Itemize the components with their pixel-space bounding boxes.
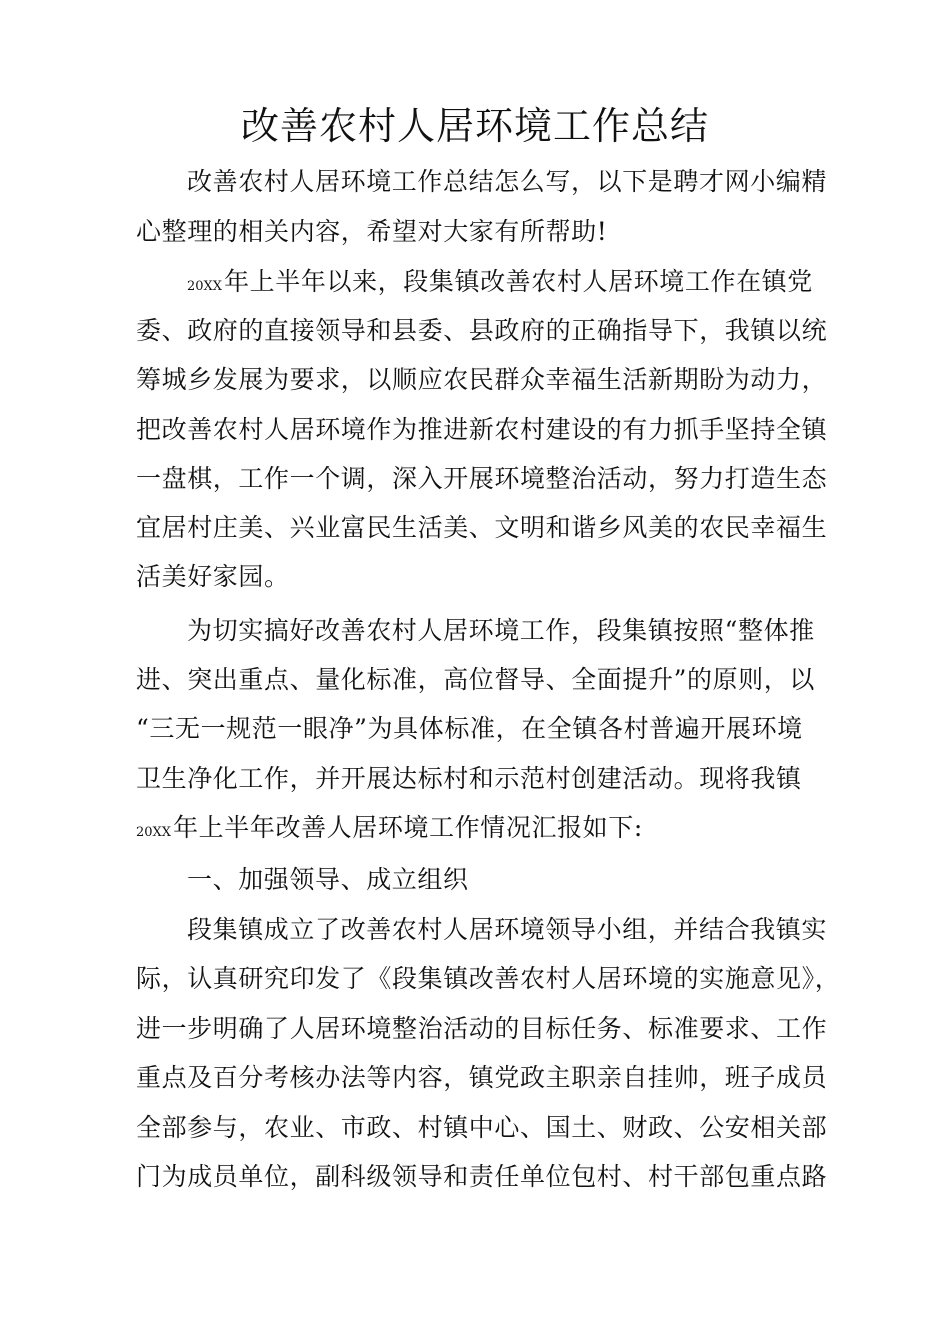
paragraph-3-line-5-text: 年上半年改善人居环境工作情况汇报如下: [173, 813, 643, 842]
paragraph-2-line-5: 一盘棋，工作一个调，深入开展环境整治活动，努力打造生态 [136, 464, 828, 493]
paragraph-3-line-3: “三无一规范一眼净”为具体标准，在全镇各村普遍开展环境 [136, 714, 803, 743]
paragraph-4-line-1: 段集镇成立了改善农村人居环境领导小组，并结合我镇实 [187, 915, 828, 944]
paragraph-4-line-2: 际，认真研究印发了《段集镇改善农村人居环境的实施意见》， [136, 964, 841, 993]
paragraph-2-line-1-text: 年上半年以来，段集镇改善农村人居环境工作在镇党 [224, 267, 813, 296]
paragraph-4-line-4: 重点及百分考核办法等内容，镇党政主职亲自挂帅，班子成员 [136, 1063, 828, 1092]
paragraph-2-line-3: 筹城乡发展为要求，以顺应农民群众幸福生活新期盼为动力， [136, 365, 828, 394]
paragraph-1-line-2: 心整理的相关内容，希望对大家有所帮助! [136, 217, 608, 246]
paragraph-3-line-1: 为切实搞好改善农村人居环境工作，段集镇按照“整体推 [187, 616, 815, 645]
paragraph-4-line-3: 进一步明确了人居环境整治活动的目标任务、标准要求、工作 [136, 1014, 828, 1043]
year-token: 20XX [187, 279, 223, 294]
year-token: 20XX [136, 825, 172, 840]
paragraph-4-line-5: 全部参与，农业、市政、村镇中心、国土、财政、公安相关部 [136, 1113, 828, 1142]
paragraph-4-line-6: 门为成员单位，副科级领导和责任单位包村、村干部包重点路 [136, 1162, 828, 1191]
paragraph-1-line-1: 改善农村人居环境工作总结怎么写，以下是聘才网小编精 [187, 167, 828, 196]
paragraph-2-line-7: 活美好家园。 [136, 562, 290, 591]
paragraph-3-line-2: 进、突出重点、量化标准，高位督导、全面提升”的原则，以 [136, 665, 815, 694]
paragraph-2-line-1 [187, 264, 813, 305]
paragraph-3-line-4: 卫生净化工作，并开展达标村和示范村创建活动。现将我镇 [136, 764, 802, 793]
paragraph-2-line-2: 委、政府的直接领导和县委、县政府的正确指导下，我镇以统 [136, 316, 828, 345]
paragraph-2-line-4: 把改善农村人居环境作为推进新农村建设的有力抓手坚持全镇 [136, 415, 828, 444]
section-heading-1: 一、加强领导、成立组织 [187, 865, 469, 894]
paragraph-3-line-5 [136, 810, 643, 851]
paragraph-2-line-6: 宜居村庄美、兴业富民生活美、文明和谐乡风美的农民幸福生 [136, 513, 828, 542]
document-title: 改善农村人居环境工作总结 [240, 104, 709, 148]
